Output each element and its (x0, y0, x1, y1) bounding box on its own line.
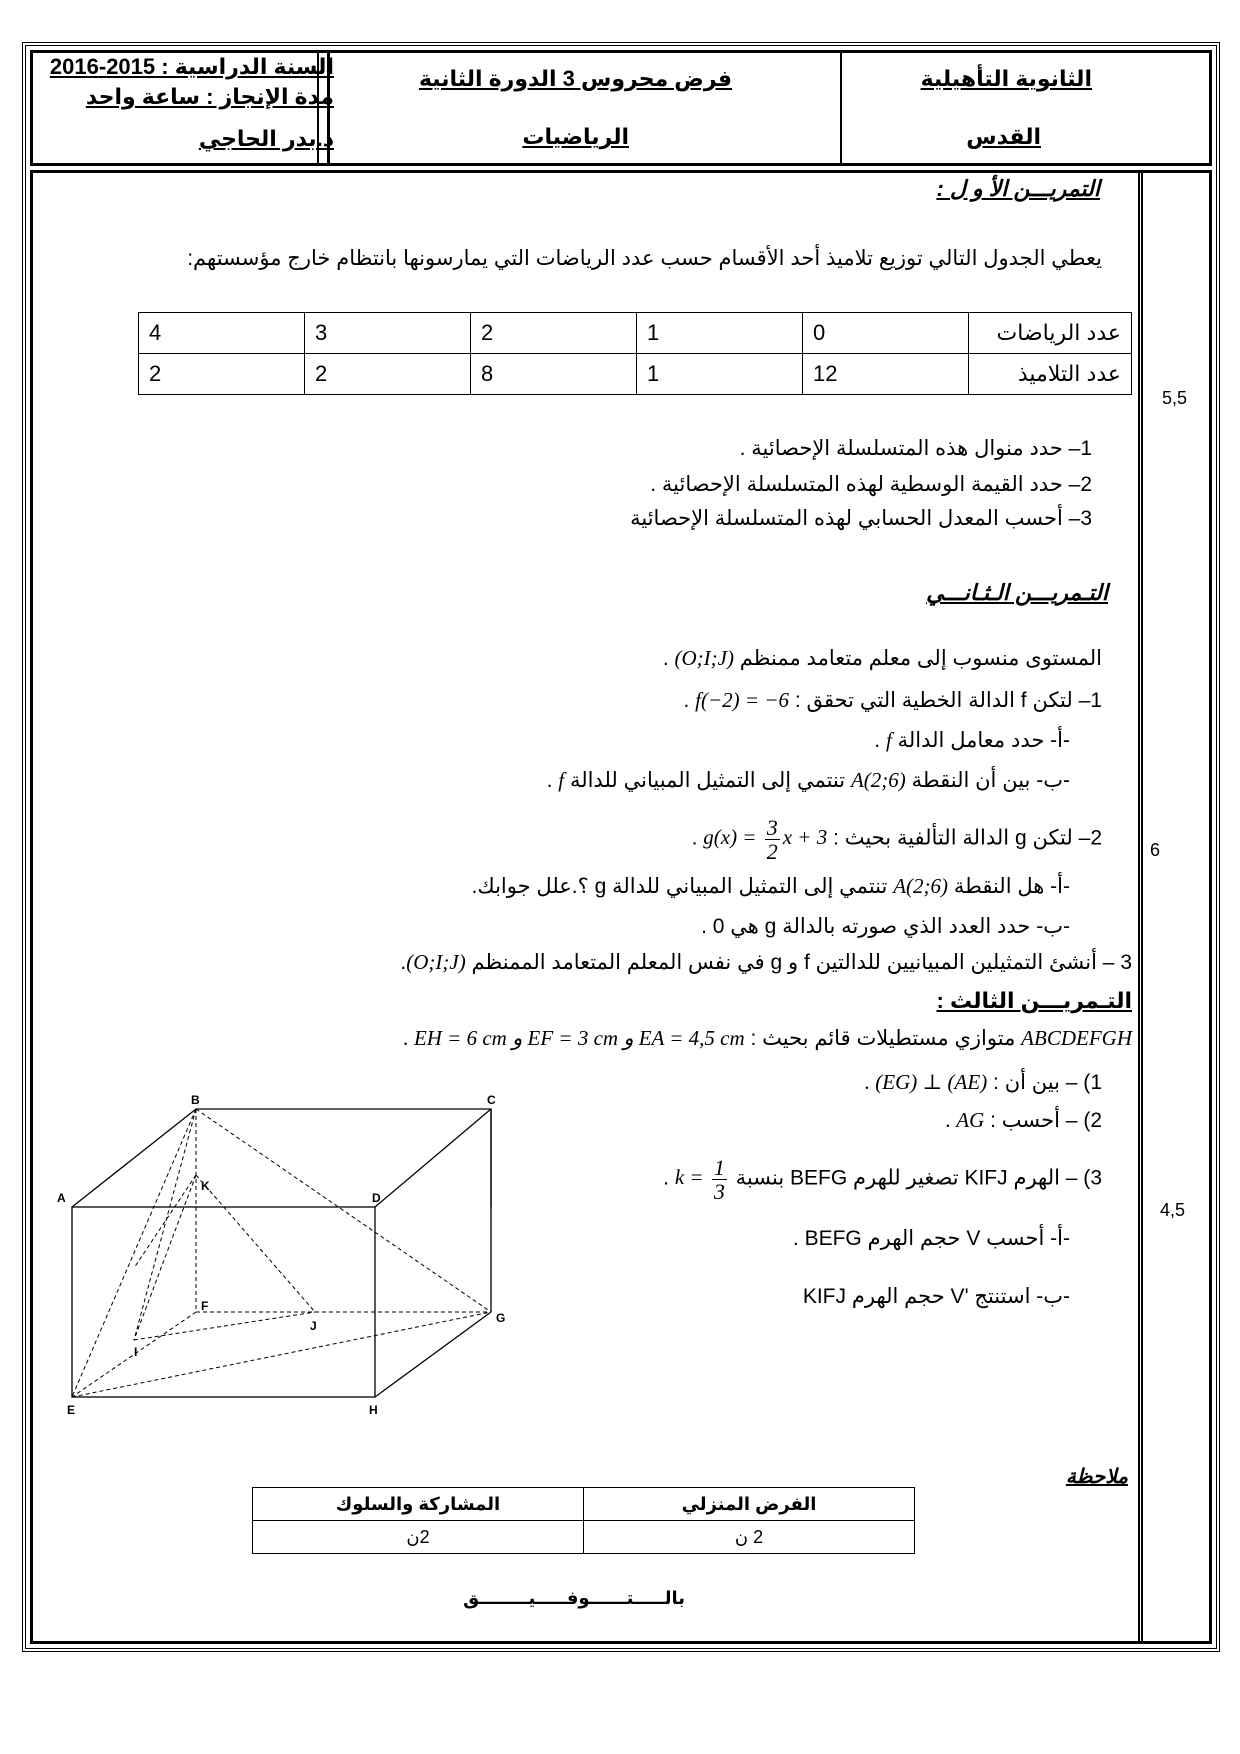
label-E: E (67, 1403, 76, 1417)
exam-title: فرض محروس 3 الدورة الثانية (418, 66, 732, 91)
table-cell: 2ن (253, 1521, 584, 1554)
ex3-q2: 2) – أحسب : AG . (945, 1108, 1102, 1132)
label-A: A (57, 1191, 66, 1205)
table-row-label: عدد التلاميذ (969, 354, 1132, 395)
label-I: I (134, 1345, 138, 1359)
ex2-q3: 3 – أنشئ التمثيلين المبيانيين للدالتين f و g في نفس المعلم المتعامد الممنظم (O;I;J). (400, 950, 1132, 974)
ex2-q1a: -أ- حدد معامل الدالة f . (874, 728, 1070, 752)
ex3-intro: ABCDEFGH متوازي مستطيلات قائم بحيث : EA = 4,5 cm و EF = 3 cm و EH = 6 cm . (403, 1026, 1132, 1050)
ex3-q3: 3) – الهرم KIFJ تصغير للهرم BEFG بنسبة k = $\frac{1}{3}$ . (663, 1155, 1102, 1205)
notes-table (252, 1487, 915, 1554)
statistics-table (138, 312, 1132, 395)
label-K: K (201, 1179, 210, 1193)
table-cell: 2 (139, 354, 305, 395)
table-row-label: عدد الرياضات (969, 313, 1132, 354)
ex2-score: 6 (1150, 840, 1161, 860)
table-header: الفرض المنزلي (584, 1488, 915, 1521)
ex3-q3b: -ب- استنتج 'V حجم الهرم KIFJ (802, 1285, 1070, 1308)
ex1-score: 5,5 (1162, 388, 1188, 408)
note-title: ملاحظة (1065, 1466, 1128, 1488)
table-cell: 2 (471, 313, 637, 354)
ex1-q2: 2– حدد القيمة الوسطية لهذه المتسلسلة الإحصائية . (650, 473, 1092, 496)
label-G: G (496, 1311, 505, 1325)
duration: مدة الإنجاز : ساعة واحد (85, 84, 334, 109)
ex2-q2b: -ب- حدد العدد الذي صورته بالدالة g هي 0 . (701, 915, 1070, 938)
label-H: H (369, 1403, 378, 1417)
city: القدس (966, 124, 1041, 149)
closing-wish: بالـــــتــــــوفـــــيــــــــق (463, 1588, 685, 1608)
table-cell: 12 (803, 354, 969, 395)
ex3-score: 4,5 (1160, 1200, 1186, 1220)
table-cell: 1 (637, 354, 803, 395)
table-cell: 2 ن (584, 1521, 915, 1554)
ex3-title: التـمريـــن الثالث : (936, 988, 1132, 1013)
top-face (72, 1109, 491, 1207)
table-row (139, 313, 1132, 354)
table-cell: 0 (803, 313, 969, 354)
ex3-q3a: -أ- أحسب V حجم الهرم BEFG . (792, 1227, 1070, 1250)
ex2-q2: 2– لتكن g الدالة التألفية بحيث : g(x) = $\frac{3}{2}$ x + 3 . (691, 815, 1102, 865)
label-J: J (310, 1319, 317, 1333)
ex3-q1: 1) – بين أن : (AE) ⊥ (EG) . (864, 1070, 1102, 1094)
table-cell: 3 (305, 313, 471, 354)
teacher-name: ذ.بدر الحاجي (198, 126, 334, 151)
ex2-q1b: -ب- بين أن النقطة A(2;6) تنتمي إلى التمثيل المبياني للدالة f . (546, 768, 1070, 792)
ex2-title: التـمريـــن الـثـانـــي (926, 580, 1108, 605)
table-row (253, 1488, 915, 1521)
fraction: $\frac{1}{3}$ (713, 1155, 725, 1205)
table-cell: 4 (139, 313, 305, 354)
table-header: المشاركة والسلوك (253, 1488, 584, 1521)
table-row (139, 354, 1132, 395)
ex1-q3: 3– أحسب المعدل الحسابي لهذه المتسلسلة الإحصائية (630, 507, 1092, 530)
vertex-labels (57, 1093, 505, 1417)
table-cell: 8 (471, 354, 637, 395)
table-cell: 2 (305, 354, 471, 395)
ex1-q1: 1– حدد منوال هذه المتسلسلة الإحصائية . (739, 437, 1092, 460)
score-column-divider (1138, 170, 1143, 1644)
cuboid-figure (55, 1090, 505, 1470)
front-face (72, 1207, 375, 1397)
school-year: السنة الدراسية : 2015-2016 (49, 54, 334, 79)
ex1-title: التمريـــن الأ و ل : (936, 176, 1100, 201)
ex2-plane: المستوى منسوب إلى معلم متعامد ممنظم (O;I;J) . (662, 646, 1102, 670)
fraction: $\frac{3}{2}$ (766, 815, 778, 865)
ex2-q1: 1– لتكن f الدالة الخطية التي تحقق : f(−2) = −6 . (683, 688, 1102, 712)
label-D: D (372, 1191, 381, 1205)
table-cell: 1 (637, 313, 803, 354)
label-C: C (487, 1093, 496, 1107)
frame-notation: (O;I;J) (674, 646, 734, 670)
subject: الرياضيات (522, 124, 629, 149)
label-B: B (191, 1093, 200, 1107)
table-row (253, 1521, 915, 1554)
label-F: F (201, 1299, 209, 1313)
school-name: الثانوية التأهيلية (920, 66, 1092, 91)
ex2-q2a: -أ- هل النقطة A(2;6) تنتمي إلى التمثيل المبياني للدالة g ؟.علل جوابك. (471, 874, 1070, 898)
ex1-intro: يعطي الجدول التالي توزيع تلاميذ أحد الأقسام حسب عدد الرياضات التي يمارسونها بانتظام خارج مؤسستهم: (187, 247, 1102, 270)
